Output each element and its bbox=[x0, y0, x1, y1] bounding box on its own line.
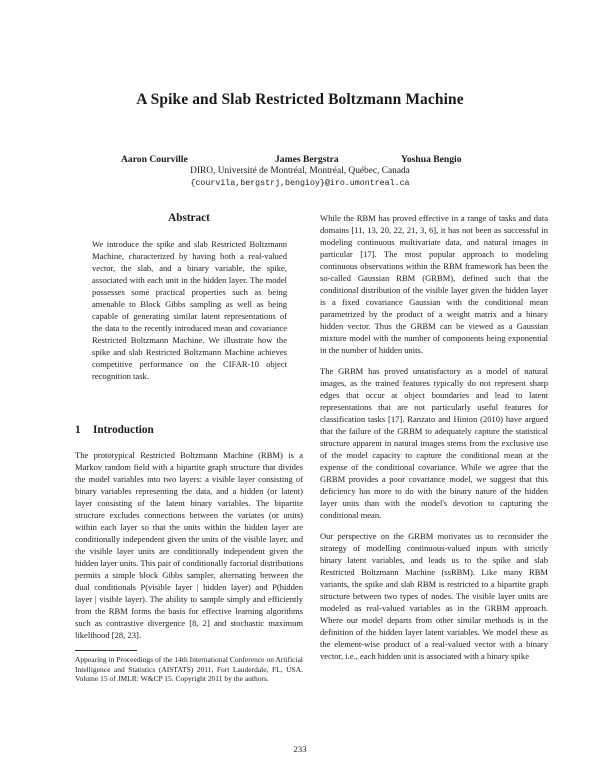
introduction-paragraph: The prototypical Restricted Boltzmann Machine (RBM) is a Markov random field with a bipartite graph structure that divides the model variables into two layers: a visible layer consisting of binary variables representing the data, and a hidden (or latent) layer consisting of the latent binary variables. The bipartite structure excludes connections between the variates (or units) within each layer so that the units within the hidden layer are conditionally independent given the units of the visible layer, and the visible layer units are conditionally independent given the hidden layer units. This pair of conditionally factorial distributions permits a simple block Gibbs sampler, alternating between the dual conditionals P(visible layer | hidden layer) and P(hidden layer | visible layer). The ability to sample simply and efficiently from the RBM forms the basis for effective learning algorithms such as contrastive divergence [8, 2] and stochastic maximum likelihood [28, 23]. bbox=[75, 450, 303, 640]
footnote-rule bbox=[75, 650, 137, 651]
affiliation: DIRO, Université de Montréal, Montréal, Québec, Canada bbox=[190, 166, 410, 176]
section-title: Introduction bbox=[93, 424, 154, 436]
section-number: 1 bbox=[75, 424, 81, 436]
page-number: 233 bbox=[293, 744, 307, 754]
author-name: Yoshua Bengio bbox=[401, 154, 462, 165]
paragraph: Our perspective on the GRBM motivates us to reconsider the strategy of modelling continuous-valued inputs with strictly binary latent variables, and leads us to the spike and slab Restricted Boltzmann Machine (ssRBM). Like many RBM variants, the spike and slab RBM is restricted to a bipartite graph structure between two types of nodes. The visible layer units are modeled as real-valued variables as in the GRBM approach. Where our model departs from other similar methods is in the definition of the hidden layer latent variables. We model these as the element-wise product of a real-valued vector with a binary vector, i.e., each hidden unit is associated with a binary spike bbox=[320, 531, 548, 661]
section-heading bbox=[75, 424, 303, 436]
abstract-heading: Abstract bbox=[168, 212, 210, 224]
abstract-text: We introduce the spike and slab Restricted Boltzmann Machine, characterized by having both a real-valued vector, the slab, and a binary variable, the spike, associated with each unit in the hidden layer. The model possesses some practical properties such as being amenable to Block Gibbs sampling as well as being capable of generating similar latent representations of the data to the recently introduced mean and covariance Restricted Boltzmann Machine. We illustrate how the spike and slab Restricted Boltzmann Machine achieves competitive performance on the CIFAR-10 object recognition task. bbox=[92, 239, 287, 381]
author-name: James Bergstra bbox=[275, 154, 339, 165]
paragraph: While the RBM has proved effective in a range of tasks and data domains [11, 13, 20, 22, 21, 3, 6], it has not been as successful in modeling continuous multivariate data, and natural images in particular [17]. The most popular approach to modeling continuous observations within the RBM framework has been the so-called Gaussian RBM (GRBM), defined such that the conditional distribution of the visible layer given the hidden layer is a fixed covariance Gaussian with the conditional mean parametrized by the product of a weight matrix and a binary hidden vector. Thus the GRBM can be viewed as a Gaussian mixture model with the number of components being exponential in the number of hidden units. bbox=[320, 213, 548, 355]
paragraph: The GRBM has proved unsatisfactory as a model of natural images, as the trained features typically do not represent sharp edges that occur at object boundaries and lead to latent representations that are not particularly useful features for classification tasks [17]. Ranzato and Hinton (2010) have argued that the failure of the GRBM to adequately capture the statistical structure apparent in natural images stems from the exclusive use of the model capacity to capture the conditional mean at the expense of the conditional covariance. While we agree that the GRBM provides a poor covariance model, we suggest that this deficiency has more to do with the binary nature of the hidden layer units than with the model's devotion to capturing the conditional mean. bbox=[320, 366, 548, 520]
footnote: Appearing in Proceedings of the 14th International Conference on Artificial Intelligence and Statistics (AISTATS) 2011, Fort Lauderdale, FL, USA. Volume 15 of JMLR: W&CP 15. Copyright 2011 by the authors. bbox=[75, 655, 303, 684]
author-name: Aaron Courville bbox=[121, 154, 188, 165]
paper-title: A Spike and Slab Restricted Boltzmann Machine bbox=[136, 91, 464, 108]
right-column bbox=[320, 212, 548, 671]
author-emails: {courvila,bergstrj,bengioy}@iro.umontreal.ca bbox=[190, 179, 410, 188]
